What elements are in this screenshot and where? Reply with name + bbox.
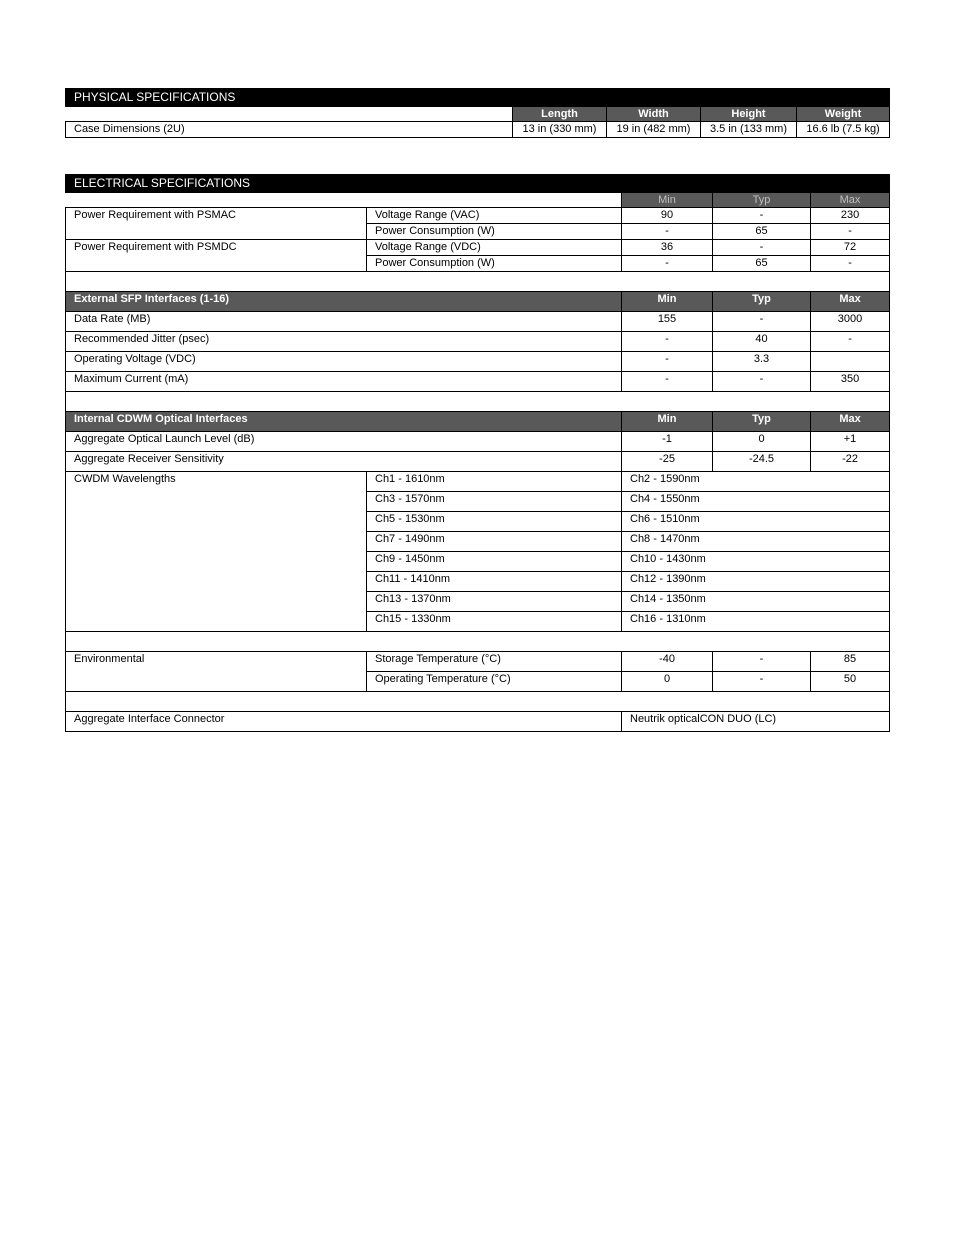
- cwdm-row-label: Aggregate Receiver Sensitivity: [66, 452, 622, 472]
- connector-value: Neutrik opticalCON DUO (LC): [622, 712, 890, 732]
- power-typ: -: [713, 240, 811, 256]
- cwdm-typ: 0: [713, 432, 811, 452]
- cwdm-wavelengths-label: CWDM Wavelengths: [66, 472, 367, 632]
- power-group-psmdc: Power Requirement with PSMDC: [66, 240, 367, 272]
- cwdm-header-max: Max: [811, 412, 890, 432]
- spacer-row: [66, 392, 890, 412]
- wavelength-cell: Ch8 - 1470nm: [622, 532, 890, 552]
- power-max: 230: [811, 208, 890, 224]
- electrical-specifications-title: ELECTRICAL SPECIFICATIONS: [66, 175, 890, 193]
- wavelength-cell: Ch13 - 1370nm: [367, 592, 622, 612]
- cwdm-min: -25: [622, 452, 713, 472]
- env-param: Operating Temperature (°C): [367, 672, 622, 692]
- sfp-max: [811, 352, 890, 372]
- wavelength-cell: Ch1 - 1610nm: [367, 472, 622, 492]
- wavelength-cell: Ch4 - 1550nm: [622, 492, 890, 512]
- sfp-max: 3000: [811, 312, 890, 332]
- power-group-psmac: Power Requirement with PSMAC: [66, 208, 367, 240]
- sfp-row-label: Maximum Current (mA): [66, 372, 622, 392]
- header-min: Min: [622, 193, 713, 208]
- power-typ: 65: [713, 256, 811, 272]
- power-param: Voltage Range (VDC): [367, 240, 622, 256]
- sfp-min: 155: [622, 312, 713, 332]
- wavelength-cell: Ch11 - 1410nm: [367, 572, 622, 592]
- env-param: Storage Temperature (°C): [367, 652, 622, 672]
- spacer-row: [66, 632, 890, 652]
- sfp-section-title: External SFP Interfaces (1-16): [66, 292, 622, 312]
- wavelength-cell: Ch16 - 1310nm: [622, 612, 890, 632]
- sfp-min: -: [622, 352, 713, 372]
- cwdm-min: -1: [622, 432, 713, 452]
- power-min: -: [622, 224, 713, 240]
- cwdm-typ: -24.5: [713, 452, 811, 472]
- case-length: 13 in (330 mm): [513, 122, 607, 138]
- wavelength-cell: Ch12 - 1390nm: [622, 572, 890, 592]
- power-typ: 65: [713, 224, 811, 240]
- spacer-row: [66, 692, 890, 712]
- connector-label: Aggregate Interface Connector: [66, 712, 622, 732]
- blank-cell: [66, 107, 513, 122]
- sfp-row-label: Data Rate (MB): [66, 312, 622, 332]
- physical-specifications-table: [65, 88, 890, 138]
- header-typ: Typ: [713, 193, 811, 208]
- sfp-header-max: Max: [811, 292, 890, 312]
- env-min: 0: [622, 672, 713, 692]
- sfp-row-label: Recommended Jitter (psec): [66, 332, 622, 352]
- case-dimensions-label: Case Dimensions (2U): [66, 122, 513, 138]
- wavelength-cell: Ch7 - 1490nm: [367, 532, 622, 552]
- env-typ: -: [713, 672, 811, 692]
- cwdm-row-label: Aggregate Optical Launch Level (dB): [66, 432, 622, 452]
- sfp-max: -: [811, 332, 890, 352]
- blank-cell: [66, 193, 622, 208]
- electrical-specifications-table: [65, 174, 890, 732]
- env-max: 50: [811, 672, 890, 692]
- power-min: 36: [622, 240, 713, 256]
- header-height: Height: [701, 107, 797, 122]
- sfp-typ: 40: [713, 332, 811, 352]
- header-weight: Weight: [797, 107, 890, 122]
- case-weight: 16.6 lb (7.5 kg): [797, 122, 890, 138]
- header-max: Max: [811, 193, 890, 208]
- cwdm-header-typ: Typ: [713, 412, 811, 432]
- power-param: Power Consumption (W): [367, 256, 622, 272]
- power-typ: -: [713, 208, 811, 224]
- env-typ: -: [713, 652, 811, 672]
- power-max: -: [811, 256, 890, 272]
- wavelength-cell: Ch5 - 1530nm: [367, 512, 622, 532]
- sfp-header-min: Min: [622, 292, 713, 312]
- sfp-typ: 3.3: [713, 352, 811, 372]
- cwdm-header-min: Min: [622, 412, 713, 432]
- power-max: -: [811, 224, 890, 240]
- sfp-min: -: [622, 372, 713, 392]
- sfp-row-label: Operating Voltage (VDC): [66, 352, 622, 372]
- power-param: Voltage Range (VAC): [367, 208, 622, 224]
- power-min: -: [622, 256, 713, 272]
- wavelength-cell: Ch10 - 1430nm: [622, 552, 890, 572]
- wavelength-cell: Ch2 - 1590nm: [622, 472, 890, 492]
- sfp-min: -: [622, 332, 713, 352]
- sfp-header-typ: Typ: [713, 292, 811, 312]
- case-height: 3.5 in (133 mm): [701, 122, 797, 138]
- wavelength-cell: Ch6 - 1510nm: [622, 512, 890, 532]
- spacer-row: [66, 272, 890, 292]
- environmental-label: Environmental: [66, 652, 367, 692]
- header-width: Width: [607, 107, 701, 122]
- sfp-typ: -: [713, 312, 811, 332]
- cwdm-max: +1: [811, 432, 890, 452]
- power-min: 90: [622, 208, 713, 224]
- physical-specifications-title: PHYSICAL SPECIFICATIONS: [66, 89, 890, 107]
- wavelength-cell: Ch9 - 1450nm: [367, 552, 622, 572]
- env-max: 85: [811, 652, 890, 672]
- header-length: Length: [513, 107, 607, 122]
- wavelength-cell: Ch3 - 1570nm: [367, 492, 622, 512]
- wavelength-cell: Ch14 - 1350nm: [622, 592, 890, 612]
- power-param: Power Consumption (W): [367, 224, 622, 240]
- cwdm-max: -22: [811, 452, 890, 472]
- sfp-typ: -: [713, 372, 811, 392]
- cwdm-section-title: Internal CDWM Optical Interfaces: [66, 412, 622, 432]
- power-max: 72: [811, 240, 890, 256]
- env-min: -40: [622, 652, 713, 672]
- case-width: 19 in (482 mm): [607, 122, 701, 138]
- wavelength-cell: Ch15 - 1330nm: [367, 612, 622, 632]
- sfp-max: 350: [811, 372, 890, 392]
